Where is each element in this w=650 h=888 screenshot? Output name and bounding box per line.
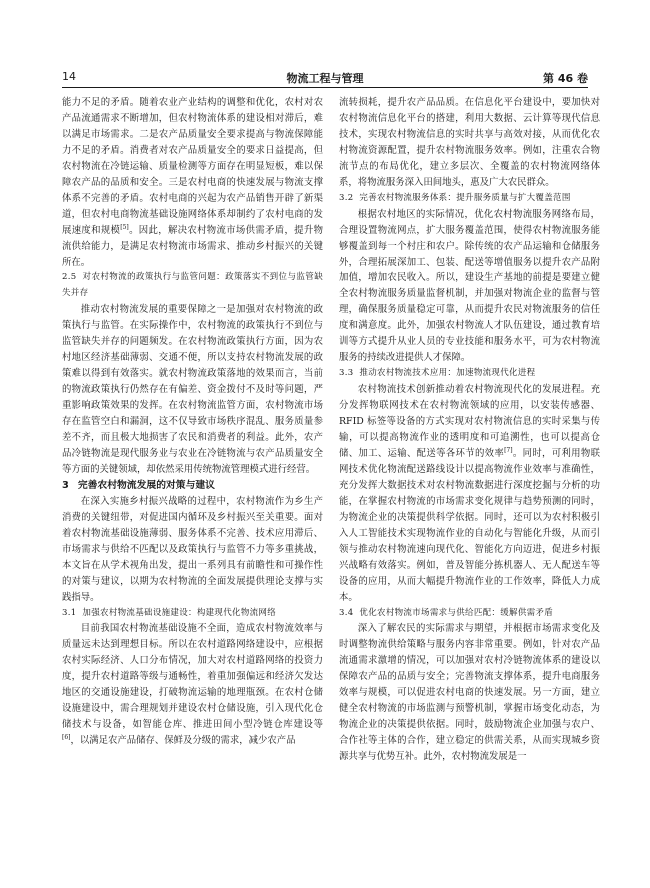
section-heading: 3 完善农村物流发展的对策与建议 [62,479,215,491]
volume-label: 第 46 卷 [543,72,588,85]
paragraph: 目前我国农村物流基础设施不全面，造成农村物流效率与质量远未达到理想目标。所以在农村道路网络建设中，应根据农村实际经济、人口分布情况，加大对农村道路网络的投资力度，提升农村道路等级与通畅性，着重加强偏远和经济欠发达地区的交通设施建设，打破物流运输的地理瓶颈。在农村仓储设施建设中，需合理规划并建设农村仓储设施，引入现代化仓储技术与设备，如智能仓库、推进田间小型冷链仓库建设等[6]，以满足农产品储存、保鲜及分级的需求，减少农产品 [62,623,323,747]
subsection-heading: 2.5 对农村物流的政策执行与监管问题：政策落实不到位与监管缺失并存 [62,272,323,299]
header-rule [62,87,588,88]
paragraph: 推动农村物流发展的重要保障之一是加强对农村物流的政策执行与监管。在实际操作中，农村物流的政策执行不到位与监管缺失并存的问题频发。在农村物流政策执行方面，因为农村地区经济基础薄弱、交通不便，所以支持农村物流发展的政策难以得到有效落实。就农村物流政策落地的效果而言，当前的物流政策执行仍然存在有偏差、资金拨付不及时等问题，严重影响政策效果的发挥。在农村物流监管方面，农村物流市场存在监管空白和漏洞，这不仅导致市场秩序混乱、服务质量参差不齐，而且极大地损害了农民和消费者的利益。此外，农产品冷链物流是现代服务业与农业在冷链物流与农产品质量安全等方面的关键领域，却依然采用传统物流管理模式进行经营。 [62,304,323,475]
paragraph: 能力不足的矛盾。随着农业产业结构的调整和优化，农村对农产品流通需求不断增加，但农村物流体系的建设相对滞后，难以满足市场需求。二是农产品质量安全要求提高与物流保障能力不足的矛盾。消费者对农产品质量安全的要求日益提高，但农村物流在冷链运输、质量检测等方面存在明显短板，难以保障农产品的品质和安全。三是农村电商的快速发展与物流支撑体系不完善的矛盾。农村电商的兴起为农产品销售开辟了新渠道，但农村电商物流基础设施网络体系却制约了农村电商的发展速度和规模[5]。因此，解决农村物流市场供需矛盾，提升物流供给能力，是满足农村物流市场需求、推动乡村振兴的关键所在。 [62,97,323,268]
citation: [7] [504,446,513,454]
subsection-heading: 3.4 优化农村物流市场需求与供给匹配：缓解供需矛盾 [339,607,554,618]
page-header [0,0,650,96]
journal-title: 物流工程与管理 [286,72,364,85]
paragraph: 农村物流技术创新推动着农村物流现代化的发展进程。充分发挥物联网技术在农村物流领域的应用，以安装传感器、RFID 标签等设备的方式实现对农村物流信息的实时采集与传输，可以提高物流作业的透明度和可追溯性，也可以提高仓储、加工、运输、配送等各环节的效率[7]。同时，可利用物联网技术优化物流配送路线设计以提高物流作业效率与准确性，充分发挥大数据技术对农村物流数据进行深度挖掘与分析的功能，在掌握农村物流的市场需求变化规律与趋势预测的同时，为物流企业的决策提供科学依据。同时，还可以为农村积极引入人工智能技术实现物流作业的自动化与智能化升级，从而引领与推动农村物流速向现代化、智能化方向迈进，促进乡村振兴战略有效落实。例如，普及智能分拣机器人、无人配送车等设备的应用，从而大幅提升物流作业的工作效率，降低人力成本。 [339,384,600,603]
paragraph: 在深入实施乡村振兴战略的过程中，农村物流作为乡生产消费的关键纽带，对促进国内循环及乡村振兴至关重要。面对着农村物流基础设施薄弱、服务体系不完善、技术应用滞后、市场需求与供给不匹配以及政策执行与监管不力等多重挑战，本文旨在从学术视角出发，提出一系列具有前瞻性和可操作性的对策与建议，以期为农村物流的全面发展提供理论支撑与实践指导。 [62,495,323,603]
right-column [339,95,600,765]
page-number: 14 [62,70,76,83]
citation: [5] [120,223,129,231]
citation: [6] [62,734,71,741]
paragraph: 根据农村地区的实际情况，优化农村物流服务网络布局，合理设置物流网点，扩大服务覆盖范围，使得农村物流服务能够覆盖到每一个村庄和农户。除传统的农产品运输和仓储服务外，合理拓展深加工、包装、配送等增值服务以提升农产品附加值，增加农民收入。所以，建设生产基地的前提是要建立健全农村物流服务质量监督机制，并加强对物流企业的监督与管理，确保服务质量稳定可靠，从而提升农民对物流服务的信任度和满意度。此外，加强农村物流人才队伍建设，通过教育培训等方式提升从业人员的专业技能和服务水平，可为农村物流服务的持续改进提供人才保障。 [339,208,600,364]
left-column [62,95,323,749]
subsection-heading: 3.3 推动农村物流技术应用：加速物流现代化进程 [339,368,536,379]
paragraph: 流转损耗，提升农产品品质。在信息化平台建设中，要加快对农村物流信息化平台的搭建，利用大数据、云计算等现代信息技术，实现农村物流信息的实时共享与高效对接，从而优化农村物流资源配置，提升农村物流服务效率。例如，注重农合物流节点的布局优化，建立多层次、全覆盖的农村物流网络体系，将物流服务深入田间地头，惠及广大农民群众。 [339,97,600,188]
paragraph: 深入了解农民的实际需求与期望，并根据市场需求变化及时调整物流供给策略与服务内容非常重要。例如，针对农产品流通需求激增的情况，可以加强对农村冷链物流体系的建设以保障农产品的品质与安全；完善物流支撑体系，提升电商服务效率与规模，可以促进农村电商的快速发展。另一方面，建立健全农村物流的市场监测与预警机制，掌握市场变化动态，为物流企业的决策提供依据。同时，鼓励物流企业加强与农户、合作社等主体的合作，建立稳定的供需关系，从而实现城乡资源共享与优势互补。此外，农村物流发展是一 [339,623,600,763]
subsection-heading: 3.1 加强农村物流基础设施建设：构建现代化物流网络 [62,607,277,618]
subsection-heading: 3.2 完善农村物流服务体系：提升服务质量与扩大覆盖范围 [339,192,571,203]
